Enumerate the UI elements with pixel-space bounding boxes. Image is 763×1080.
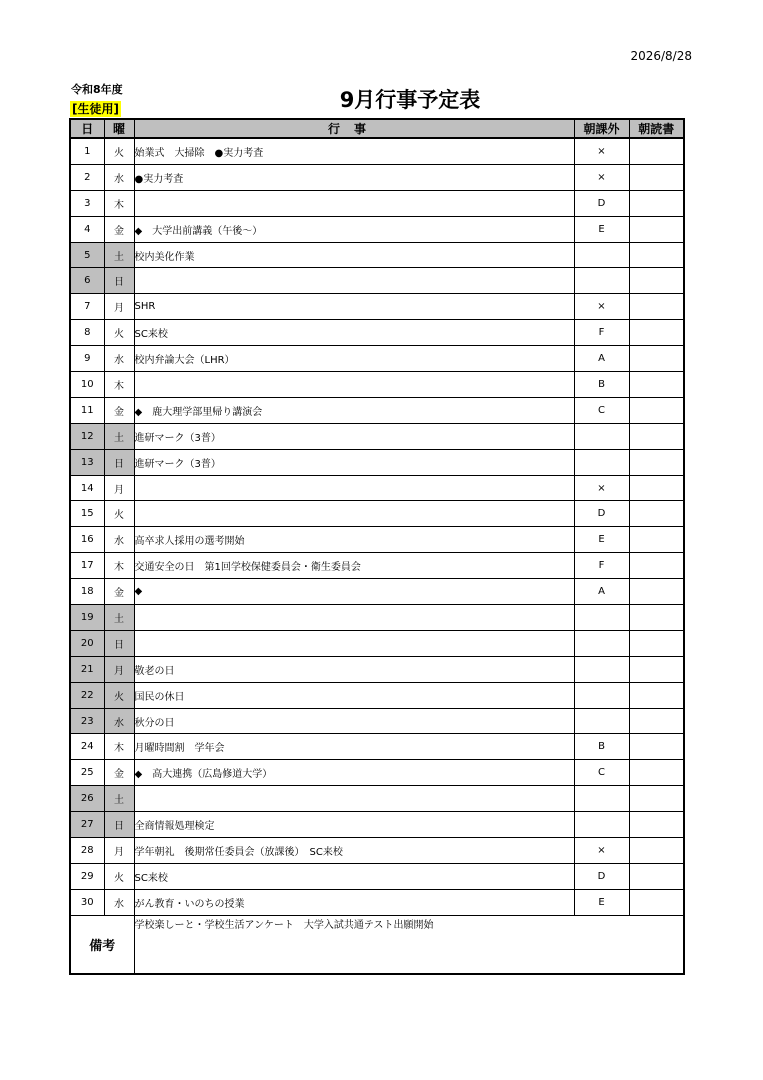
table-row — [70, 838, 684, 864]
weekday-cell: 日 — [104, 449, 134, 475]
morning-reading-cell — [629, 372, 684, 398]
table-row — [70, 138, 684, 164]
weekday-cell: 木 — [104, 372, 134, 398]
weekday-cell: 火 — [104, 682, 134, 708]
table-row — [70, 268, 684, 294]
event-cell — [134, 630, 574, 656]
morning-reading-cell — [629, 242, 684, 268]
day-cell: 6 — [70, 268, 104, 294]
day-cell: 2 — [70, 164, 104, 190]
morning-extra-cell — [574, 630, 629, 656]
event-cell: 全商情報処理検定 — [134, 812, 574, 838]
table-row — [70, 190, 684, 216]
event-cell: 学年朝礼 後期常任委員会（放課後） SC来校 — [134, 838, 574, 864]
event-cell: ◆ — [134, 579, 574, 605]
morning-extra-cell: D — [574, 501, 629, 527]
day-cell: 28 — [70, 838, 104, 864]
day-cell: 23 — [70, 708, 104, 734]
event-cell: 進研マーク（3普） — [134, 449, 574, 475]
morning-extra-cell — [574, 242, 629, 268]
day-cell: 4 — [70, 216, 104, 242]
event-cell: ◆ 大学出前講義（午後～） — [134, 216, 574, 242]
event-cell: ◆ 高大連携（広島修道大学） — [134, 760, 574, 786]
weekday-cell: 月 — [104, 838, 134, 864]
morning-reading-cell — [629, 216, 684, 242]
table-row — [70, 760, 684, 786]
remarks-label: 備考 — [70, 915, 134, 974]
table-row — [70, 630, 684, 656]
morning-reading-cell — [629, 475, 684, 501]
table-row — [70, 786, 684, 812]
morning-reading-cell — [629, 449, 684, 475]
schedule-body — [70, 138, 684, 915]
morning-reading-cell — [629, 760, 684, 786]
table-row — [70, 682, 684, 708]
morning-reading-cell — [629, 889, 684, 915]
table-row — [70, 216, 684, 242]
remarks-text: 学校楽しーと・学校生活アンケート 大学入試共通テスト出願開始 — [134, 915, 684, 974]
weekday-cell: 金 — [104, 216, 134, 242]
event-cell — [134, 501, 574, 527]
table-row — [70, 708, 684, 734]
audience-label: [生徒用] — [72, 102, 119, 116]
morning-reading-cell — [629, 553, 684, 579]
morning-reading-cell — [629, 138, 684, 164]
weekday-cell: 木 — [104, 734, 134, 760]
morning-reading-cell — [629, 786, 684, 812]
day-cell: 21 — [70, 656, 104, 682]
weekday-cell: 火 — [104, 320, 134, 346]
table-row — [70, 527, 684, 553]
day-cell: 17 — [70, 553, 104, 579]
morning-reading-cell — [629, 527, 684, 553]
event-cell: 秋分の日 — [134, 708, 574, 734]
weekday-cell: 水 — [104, 164, 134, 190]
weekday-cell: 木 — [104, 553, 134, 579]
morning-extra-cell: A — [574, 346, 629, 372]
morning-extra-cell — [574, 708, 629, 734]
column-header-morning-reading: 朝読書 — [629, 119, 684, 138]
day-cell: 12 — [70, 423, 104, 449]
morning-extra-cell — [574, 449, 629, 475]
weekday-cell: 金 — [104, 579, 134, 605]
morning-extra-cell: × — [574, 138, 629, 164]
day-cell: 19 — [70, 605, 104, 631]
day-cell: 20 — [70, 630, 104, 656]
weekday-cell: 金 — [104, 397, 134, 423]
event-cell — [134, 268, 574, 294]
day-cell: 10 — [70, 372, 104, 398]
morning-extra-cell — [574, 423, 629, 449]
table-row — [70, 501, 684, 527]
event-cell: 校内弁論大会（LHR） — [134, 346, 574, 372]
weekday-cell: 水 — [104, 346, 134, 372]
morning-extra-cell — [574, 682, 629, 708]
event-cell: 敬老の日 — [134, 656, 574, 682]
event-cell: SC来校 — [134, 320, 574, 346]
morning-reading-cell — [629, 164, 684, 190]
table-row — [70, 475, 684, 501]
table-row — [70, 346, 684, 372]
morning-extra-cell: × — [574, 475, 629, 501]
weekday-cell: 土 — [104, 786, 134, 812]
morning-reading-cell — [629, 320, 684, 346]
table-row — [70, 605, 684, 631]
remarks-row — [70, 915, 684, 974]
morning-extra-cell: F — [574, 320, 629, 346]
weekday-cell: 金 — [104, 760, 134, 786]
weekday-cell: 土 — [104, 605, 134, 631]
column-header-event: 行事 — [134, 119, 574, 138]
weekday-cell: 木 — [104, 190, 134, 216]
weekday-cell: 水 — [104, 708, 134, 734]
morning-extra-cell: F — [574, 553, 629, 579]
morning-reading-cell — [629, 346, 684, 372]
morning-extra-cell: B — [574, 372, 629, 398]
day-cell: 8 — [70, 320, 104, 346]
event-cell — [134, 372, 574, 398]
event-cell — [134, 475, 574, 501]
table-row — [70, 242, 684, 268]
day-cell: 14 — [70, 475, 104, 501]
morning-reading-cell — [629, 863, 684, 889]
event-cell: 始業式 大掃除 ●実力考査 — [134, 138, 574, 164]
day-cell: 27 — [70, 812, 104, 838]
column-header-day: 日 — [70, 119, 104, 138]
morning-reading-cell — [629, 708, 684, 734]
day-cell: 26 — [70, 786, 104, 812]
event-cell: ◆ 鹿大理学部里帰り講演会 — [134, 397, 574, 423]
schedule-table — [69, 118, 685, 975]
table-row — [70, 863, 684, 889]
weekday-cell: 月 — [104, 294, 134, 320]
weekday-cell: 水 — [104, 527, 134, 553]
day-cell: 16 — [70, 527, 104, 553]
day-cell: 1 — [70, 138, 104, 164]
weekday-cell: 火 — [104, 863, 134, 889]
event-cell — [134, 786, 574, 812]
table-row — [70, 449, 684, 475]
column-header-morning-extra: 朝課外 — [574, 119, 629, 138]
weekday-cell: 月 — [104, 475, 134, 501]
event-cell: SHR — [134, 294, 574, 320]
weekday-cell: 水 — [104, 889, 134, 915]
weekday-cell: 月 — [104, 656, 134, 682]
morning-reading-cell — [629, 605, 684, 631]
day-cell: 15 — [70, 501, 104, 527]
day-cell: 24 — [70, 734, 104, 760]
day-cell: 9 — [70, 346, 104, 372]
event-cell: がん教育・いのちの授業 — [134, 889, 574, 915]
morning-extra-cell: D — [574, 190, 629, 216]
event-cell: 交通安全の日 第1回学校保健委員会・衛生委員会 — [134, 553, 574, 579]
table-row — [70, 164, 684, 190]
event-cell: SC来校 — [134, 863, 574, 889]
morning-reading-cell — [629, 838, 684, 864]
morning-extra-cell — [574, 268, 629, 294]
day-cell: 22 — [70, 682, 104, 708]
page-title: 9月行事予定表 — [339, 88, 481, 112]
morning-reading-cell — [629, 734, 684, 760]
weekday-cell: 日 — [104, 630, 134, 656]
day-cell: 13 — [70, 449, 104, 475]
morning-reading-cell — [629, 630, 684, 656]
weekday-cell: 日 — [104, 268, 134, 294]
weekday-cell: 土 — [104, 423, 134, 449]
morning-extra-cell: C — [574, 397, 629, 423]
day-cell: 7 — [70, 294, 104, 320]
table-row — [70, 320, 684, 346]
morning-extra-cell — [574, 605, 629, 631]
morning-extra-cell — [574, 812, 629, 838]
weekday-cell: 日 — [104, 812, 134, 838]
fiscal-year-label: 令和8年度 — [71, 83, 123, 96]
day-cell: 18 — [70, 579, 104, 605]
morning-reading-cell — [629, 397, 684, 423]
morning-reading-cell — [629, 423, 684, 449]
morning-extra-cell: B — [574, 734, 629, 760]
morning-reading-cell — [629, 812, 684, 838]
morning-extra-cell: × — [574, 294, 629, 320]
morning-extra-cell — [574, 786, 629, 812]
table-row — [70, 372, 684, 398]
morning-reading-cell — [629, 656, 684, 682]
morning-reading-cell — [629, 190, 684, 216]
morning-extra-cell: E — [574, 216, 629, 242]
table-row — [70, 734, 684, 760]
day-cell: 5 — [70, 242, 104, 268]
table-row — [70, 397, 684, 423]
weekday-cell: 火 — [104, 138, 134, 164]
table-row — [70, 812, 684, 838]
morning-extra-cell: E — [574, 889, 629, 915]
morning-extra-cell: A — [574, 579, 629, 605]
morning-extra-cell: E — [574, 527, 629, 553]
morning-extra-cell: × — [574, 838, 629, 864]
day-cell: 29 — [70, 863, 104, 889]
table-row — [70, 294, 684, 320]
morning-reading-cell — [629, 501, 684, 527]
event-cell: 校内美化作業 — [134, 242, 574, 268]
day-cell: 11 — [70, 397, 104, 423]
table-row — [70, 423, 684, 449]
event-cell — [134, 190, 574, 216]
day-cell: 25 — [70, 760, 104, 786]
event-cell: 進研マーク（3普） — [134, 423, 574, 449]
event-cell: 国民の休日 — [134, 682, 574, 708]
morning-extra-cell — [574, 656, 629, 682]
morning-reading-cell — [629, 294, 684, 320]
table-row — [70, 656, 684, 682]
day-cell: 30 — [70, 889, 104, 915]
weekday-cell: 土 — [104, 242, 134, 268]
event-cell: 月曜時間割 学年会 — [134, 734, 574, 760]
weekday-cell: 火 — [104, 501, 134, 527]
table-row — [70, 553, 684, 579]
table-row — [70, 579, 684, 605]
table-row — [70, 889, 684, 915]
event-cell: ●実力考査 — [134, 164, 574, 190]
morning-reading-cell — [629, 682, 684, 708]
morning-extra-cell: × — [574, 164, 629, 190]
morning-reading-cell — [629, 268, 684, 294]
print-date: 2026/8/28 — [630, 49, 692, 63]
morning-extra-cell: D — [574, 863, 629, 889]
table-header-row — [70, 119, 684, 138]
column-header-weekday: 曜 — [104, 119, 134, 138]
day-cell: 3 — [70, 190, 104, 216]
morning-extra-cell: C — [574, 760, 629, 786]
morning-reading-cell — [629, 579, 684, 605]
event-cell — [134, 605, 574, 631]
event-cell: 高卒求人採用の選考開始 — [134, 527, 574, 553]
